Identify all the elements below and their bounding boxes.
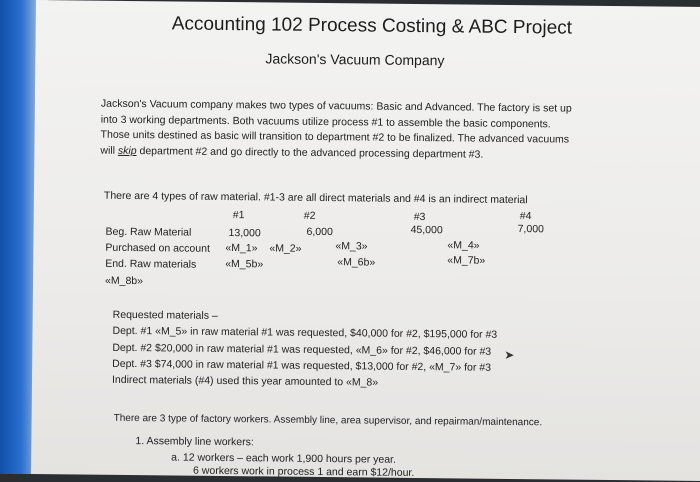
page-subtitle: Jackson's Vacuum Company — [265, 50, 445, 69]
page-title: Accounting 102 Process Costing & ABC Project — [171, 13, 573, 39]
requested-dept-3: Dept. #3 $74,000 in raw material #1 was requested, $13,000 for #2, «M_7» for #3 — [112, 357, 492, 374]
end-raw-3: «M_7b» — [447, 254, 486, 267]
requested-dept-1: Dept. #1 «M_5» in raw material #1 was requested, $40,000 for #2, $195,000 for #3 — [112, 324, 498, 341]
intro-line-4-post: department #2 and go directly to the advanced processing department #3. — [136, 144, 484, 161]
purchased-2: «M_2» — [269, 242, 302, 255]
intro-skip-word: skip — [117, 144, 137, 157]
beg-raw-2: 6,000 — [306, 225, 333, 239]
requested-dept-2: Dept. #2 $20,000 in raw material #1 was requested, «M_6» for #2, $46,000 for #3 — [112, 341, 492, 358]
purchased-4: «M_4» — [447, 239, 480, 252]
requested-indirect: Indirect materials (#4) used this year amounted to «M_8» — [111, 373, 379, 389]
materials-col-1: #1 — [232, 209, 245, 222]
purchased-label: Purchased on account — [105, 241, 210, 255]
materials-col-3: #3 — [413, 210, 426, 224]
cursor-arrow-icon: ➤ — [504, 347, 515, 363]
beg-raw-1: 13,000 — [228, 227, 261, 240]
end-raw-label: End. Raw materials — [105, 257, 197, 271]
purchased-1: «M_1» — [225, 241, 258, 255]
beg-raw-label: Beg. Raw Material — [105, 225, 192, 239]
intro-line-4-pre: will — [100, 144, 118, 157]
workers-item-1b: 6 workers work in process 1 and earn $12/hour. — [193, 464, 415, 479]
end-raw-2: «M_6b» — [337, 256, 376, 269]
workers-heading: There are 3 type of factory workers. Assembly line, area supervisor, and repairman/maintenance. — [113, 412, 543, 429]
intro-line-3: Those units destined as basic will transition to department #2 to be finalized. The advanced vacuums — [100, 128, 570, 146]
beg-raw-4: 7,000 — [517, 223, 544, 236]
workers-item-1: 1. Assembly line workers: — [135, 435, 254, 449]
intro-paragraph — [100, 97, 621, 164]
document-page — [31, 0, 700, 481]
materials-heading: There are 4 types of raw material. #1-3 are all direct materials and #4 is an indirect material — [103, 189, 528, 207]
beg-raw-3: 45,000 — [410, 223, 443, 237]
materials-col-2: #2 — [303, 209, 316, 222]
requested-heading: Requested materials – — [112, 308, 218, 322]
materials-col-4: #4 — [519, 210, 532, 223]
purchased-3: «M_3» — [335, 240, 368, 253]
intro-line-2: into 3 working departments. Both vacuums utilize process #1 to assemble the basic components. — [100, 113, 551, 130]
intro-line-1: Jackson's Vacuum company makes two types of vacuums: Basic and Advanced. The factory is set up — [100, 97, 572, 115]
workers-item-1a: a. 12 workers – each work 1,900 hours per year. — [171, 451, 396, 466]
end-raw-1: «M_5b» — [225, 257, 264, 271]
end-raw-4: «M_8b» — [105, 274, 144, 288]
